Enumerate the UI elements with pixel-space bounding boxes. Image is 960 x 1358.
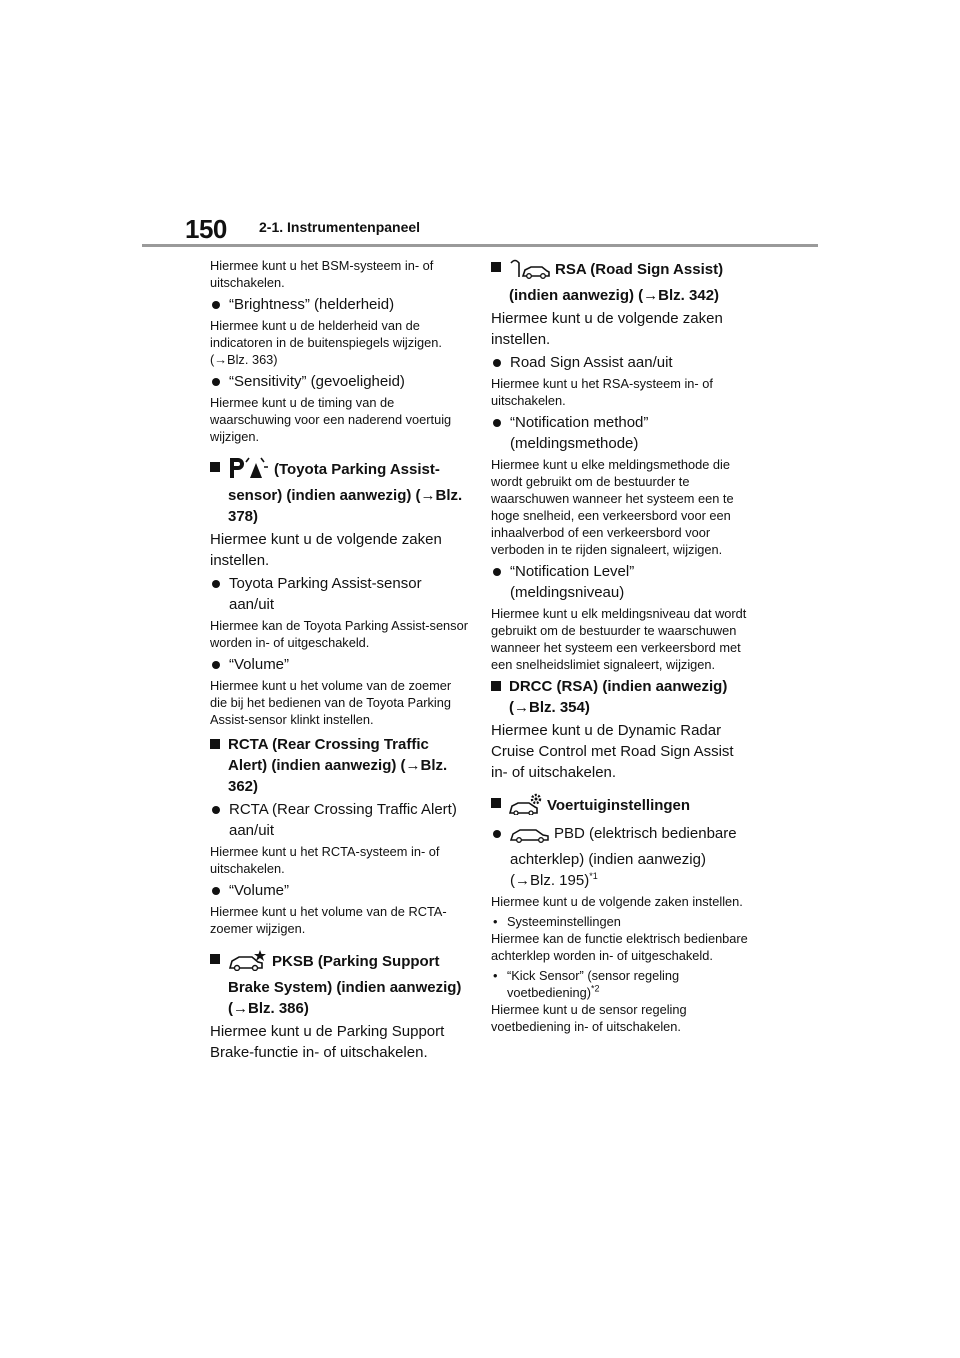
brightness-text: Hiermee kunt u de helderheid van de indicatoren in de buitenspiegels wijzigen. <box>210 318 442 350</box>
rsa-heading: RSA (Road Sign Assist) (indien aanwezig) (→Blz. 342) <box>509 261 724 304</box>
tpa-body: Hiermee kunt u de volgende zaken instellen. <box>210 531 442 569</box>
road-sign-car-icon <box>509 257 551 285</box>
rsa-onoff-text: Hiermee kunt u het RSA-systeem in- of uitschakelen. <box>491 376 713 408</box>
kick-label: “Kick Sensor” (sensor regeling voetbediening) <box>507 968 680 1000</box>
right-column <box>491 257 749 1038</box>
page-number: 150 <box>185 214 227 244</box>
brightness-bullet: “Brightness” (helderheid) <box>229 296 395 313</box>
square-bullet-icon <box>210 949 228 1019</box>
pksb-heading: PKSB (Parking Support Brake System) (indien aanwezig) (→Blz. 386) <box>228 953 462 1017</box>
section-heading <box>491 793 749 821</box>
section-heading <box>491 257 749 306</box>
square-bullet-icon <box>491 676 509 718</box>
drcc-heading: DRCC (RSA) (indien aanwezig) (→Blz. 354) <box>509 678 728 716</box>
car-gear-icon <box>509 793 543 821</box>
list-item <box>210 880 468 901</box>
section-heading <box>210 949 468 1019</box>
kick-sup: *2 <box>590 983 600 994</box>
list-item <box>491 913 749 930</box>
sensitivity-text: Hiermee kunt u de timing van de waarschuwing voor een naderend voertuig wijzigen. <box>210 395 452 444</box>
tpa-onoff-text: Hiermee kan de Toyota Parking Assist-sensor worden in- of uitgeschakeld. <box>210 618 468 650</box>
bullet-icon <box>210 654 229 675</box>
list-item <box>210 799 468 841</box>
square-bullet-icon <box>210 734 228 797</box>
section-title: 2-1. Instrumentenpaneel <box>259 219 421 235</box>
bullet-icon <box>491 412 510 454</box>
list-item <box>491 352 749 373</box>
vehicle-heading: Voertuiginstellingen <box>547 797 691 814</box>
sub-bullet: • <box>493 914 498 929</box>
tpa-bullet-onoff: Toyota Parking Assist-sensor aan/uit <box>229 575 422 613</box>
rsa-bullet-onoff: Road Sign Assist aan/uit <box>510 354 673 371</box>
notif-method-bullet: “Notification method” (meldingsmethode) <box>510 414 649 452</box>
sensitivity-bullet: “Sensitivity” (gevoeligheid) <box>229 373 405 390</box>
parking-assist-icon <box>228 457 270 485</box>
rcta-volume-text: Hiermee kunt u het volume van de RCTA-zoemer wijzigen. <box>210 904 447 936</box>
pbd-bullet: PBD (elektrisch bedienbare achterklep) (indien aanwezig) (→Blz. 195) <box>510 825 737 889</box>
list-item <box>491 561 749 603</box>
list-item <box>210 654 468 675</box>
tpa-heading: (Toyota Parking Assist-sensor) (indien aanwezig) (→Blz. 378) <box>228 461 463 525</box>
tpa-volume-bullet: “Volume” <box>229 656 290 673</box>
header-rule <box>142 244 818 247</box>
notif-level-text: Hiermee kunt u elk meldingsniveau dat wordt gebruikt om de bestuurder te waarschuwen wanneer het systeem een verkeersbord met een snelheidslimiet signaleert, wijzigen. <box>491 606 747 672</box>
section-heading <box>210 457 468 527</box>
square-bullet-icon <box>210 457 228 527</box>
drcc-body: Hiermee kunt u de Dynamic Radar Cruise Control met Road Sign Assist in- of uitschakelen. <box>491 722 734 781</box>
bullet-icon <box>210 294 229 315</box>
kick-text: Hiermee kunt u de sensor regeling voetbediening in- of uitschakelen. <box>491 1002 687 1034</box>
car-outline-icon <box>510 825 550 849</box>
rcta-bullet-onoff: RCTA (Rear Crossing Traffic Alert) aan/uit <box>229 801 457 839</box>
car-brake-icon <box>228 949 268 977</box>
notif-level-bullet: “Notification Level” (meldingsniveau) <box>510 563 635 601</box>
sys-text: Hiermee kan de functie elektrisch bedienbare achterklep worden in- of uitgeschakeld. <box>491 931 748 963</box>
bullet-icon <box>491 561 510 603</box>
sys-label: Systeeminstellingen <box>507 914 621 929</box>
rcta-onoff-text: Hiermee kunt u het RCTA-systeem in- of uitschakelen. <box>210 844 440 876</box>
bullet-icon <box>491 352 510 373</box>
square-bullet-icon <box>491 793 509 821</box>
list-item <box>210 573 468 615</box>
section-heading <box>491 676 749 718</box>
bullet-icon <box>491 823 510 891</box>
section-heading <box>210 734 468 797</box>
rcta-volume-bullet: “Volume” <box>229 882 290 899</box>
list-item <box>491 967 749 1001</box>
bsm-text: Hiermee kunt u het BSM-systeem in- of uitschakelen. <box>210 258 434 290</box>
list-item <box>491 412 749 454</box>
rsa-body: Hiermee kunt u de volgende zaken instellen. <box>491 310 723 348</box>
notif-method-text: Hiermee kunt u elke meldingsmethode die wordt gebruikt om de bestuurder te waarschuwen wanneer het systeem een te hoge snelheid, een verkeersbord voor een inhaalverbod of een verkeersbord voor verboden in te rijden signaleert, wijzigen. <box>491 457 734 557</box>
pbd-sup: *1 <box>589 871 598 881</box>
bullet-icon <box>210 573 229 615</box>
square-bullet-icon <box>491 257 509 306</box>
rcta-heading: RCTA (Rear Crossing Traffic Alert) (indien aanwezig) (→Blz. 362) <box>228 736 448 795</box>
brightness-ref: (→Blz. 363) <box>210 352 278 367</box>
sub-bullet: • <box>493 968 498 983</box>
tpa-volume-text: Hiermee kunt u het volume van de zoemer die bij het bedienen van de Toyota Parking Assist-sensor klinkt instellen. <box>210 678 452 727</box>
list-item <box>491 823 749 891</box>
list-item <box>210 294 468 315</box>
bullet-icon <box>210 799 229 841</box>
pbd-text: Hiermee kunt u de volgende zaken instellen. <box>491 894 743 909</box>
left-column <box>210 257 468 1065</box>
list-item <box>210 371 468 392</box>
bullet-icon <box>210 371 229 392</box>
bullet-icon <box>210 880 229 901</box>
pksb-body: Hiermee kunt u de Parking Support Brake-functie in- of uitschakelen. <box>210 1023 445 1061</box>
